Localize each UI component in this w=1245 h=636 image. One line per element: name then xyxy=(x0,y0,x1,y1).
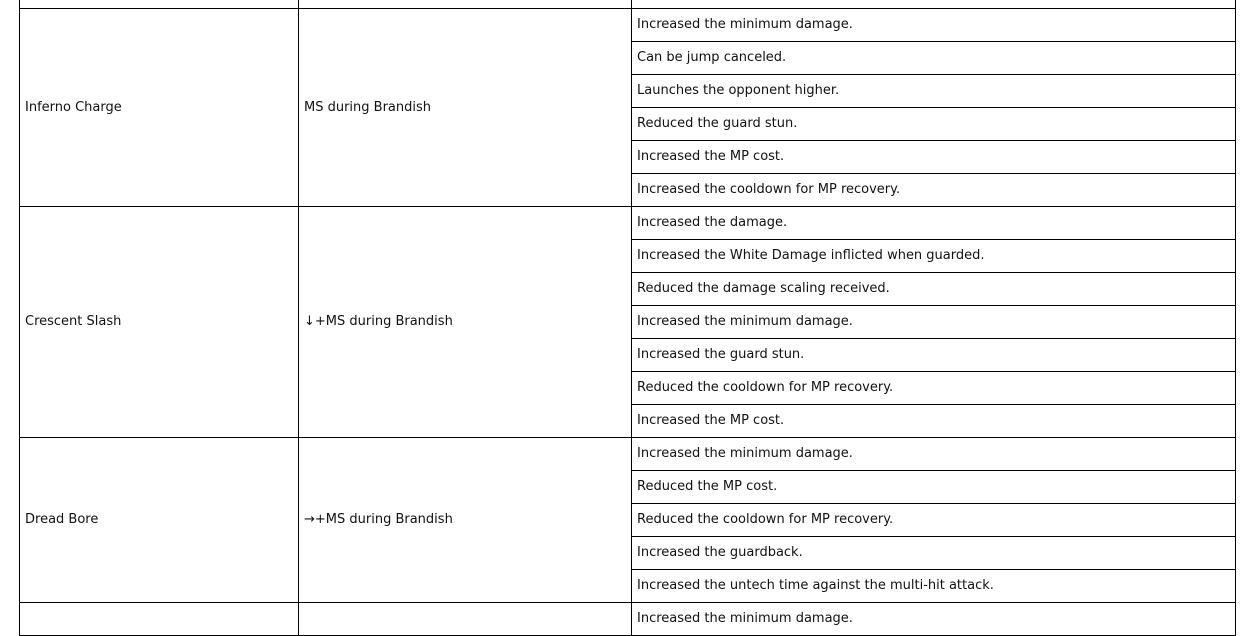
skill-name-cell: Crescent Slash xyxy=(20,207,299,438)
change-cell xyxy=(632,0,1236,9)
change-cell: Launches the opponent higher. xyxy=(632,75,1236,108)
change-cell: Can be jump canceled. xyxy=(632,42,1236,75)
skill-name-cell xyxy=(20,603,299,636)
change-cell: Increased the MP cost. xyxy=(632,405,1236,438)
patch-notes-body xyxy=(20,0,1236,636)
change-cell: Increased the damage. xyxy=(632,207,1236,240)
table-row xyxy=(20,9,1236,42)
command-cell xyxy=(299,603,632,636)
table-row xyxy=(20,207,1236,240)
command-cell xyxy=(299,0,632,9)
skill-name-cell: Inferno Charge xyxy=(20,9,299,207)
change-cell: Reduced the MP cost. xyxy=(632,471,1236,504)
change-cell: Increased the guardback. xyxy=(632,537,1236,570)
skill-name-cell: Dread Bore xyxy=(20,438,299,603)
command-cell: MS during Brandish xyxy=(299,9,632,207)
command-cell: ↓+MS during Brandish xyxy=(299,207,632,438)
change-cell: Increased the minimum damage. xyxy=(632,603,1236,636)
change-cell: Increased the guard stun. xyxy=(632,339,1236,372)
change-cell: Reduced the cooldown for MP recovery. xyxy=(632,504,1236,537)
skill-name-cell xyxy=(20,0,299,9)
table-row-partial-top xyxy=(20,0,1236,9)
change-cell: Increased the minimum damage. xyxy=(632,306,1236,339)
change-cell: Reduced the damage scaling received. xyxy=(632,273,1236,306)
change-cell: Reduced the cooldown for MP recovery. xyxy=(632,372,1236,405)
change-cell: Increased the minimum damage. xyxy=(632,438,1236,471)
change-cell: Increased the MP cost. xyxy=(632,141,1236,174)
command-cell: →+MS during Brandish xyxy=(299,438,632,603)
change-cell: Increased the cooldown for MP recovery. xyxy=(632,174,1236,207)
table-row xyxy=(20,438,1236,471)
change-cell: Increased the minimum damage. xyxy=(632,9,1236,42)
table-row-partial-bottom xyxy=(20,603,1236,636)
change-cell: Reduced the guard stun. xyxy=(632,108,1236,141)
change-cell: Increased the untech time against the multi-hit attack. xyxy=(632,570,1236,603)
patch-notes-table xyxy=(19,0,1236,636)
change-cell: Increased the White Damage inflicted when guarded. xyxy=(632,240,1236,273)
